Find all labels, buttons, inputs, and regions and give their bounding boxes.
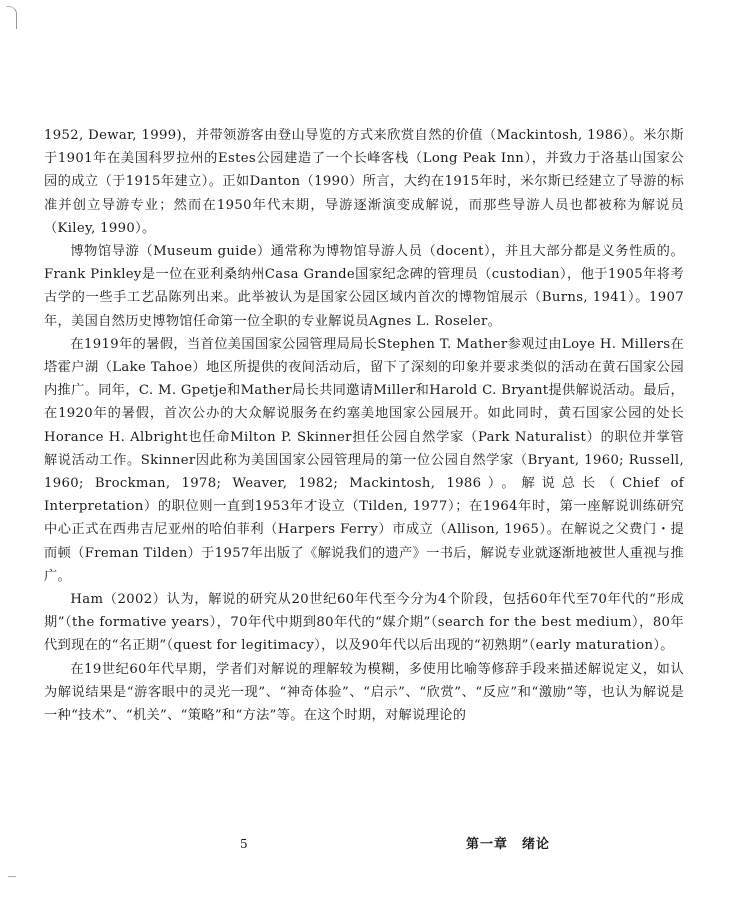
body-text <box>44 124 684 727</box>
paragraph: 1952, Dewar, 1999)，并带领游客由登山导览的方式来欣赏自然的价值（Mackintosh, 1986）。米尔斯于1901年在美国科罗拉州的Estes公园建造了一个长峰客栈（Long Peak Inn），并致力于洛基山国家公园的成立（于1915年建立）。正如Danton（1990）所言，大约在1915年时，米尔斯已经建立了导游的标准并创立导游专业；然而在1950年代末期，导游逐渐演变成解说，而那些导游人员也都被称为解说员（Kiley, 1990）。 <box>44 128 684 236</box>
paragraph: 在19世纪60年代早期，学者们对解说的理解较为模糊，多使用比喻等修辞手段来描述解说定义，如认为解说结果是“游客眼中的灵光一现”、“神奇体验”、“启示”、“欣赏”、“反应”和“激励”等，也认为解说是一种“技术”、“机关”、“策略”和“方法”等。在这个时期，对解说理论的 <box>44 661 684 724</box>
paragraph: 在1919年的暑假，当首位美国国家公园管理局局长Stephen T. Mather参观过由Loye H. Millers在塔霍户湖（Lake Tahoe）地区所提供的夜间活动后，留下了深刻的印象并要求类似的活动在黄石国家公园内推广。同年，C. M. Gpetje和Mather局长共同邀请Miller和Harold C. Bryant提供解说活动。最后，在1920年的暑假，首次公办的大众解说服务在约塞美地国家公园展开。如此同时，黄石国家公园的处长Horance H. Albright也任命Milton P. Skinner担任公园自然学家（Park Naturalist）的职位并掌管解说活动工作。Skinner因此称为美国国家公园管理局的第一位公园自然学家（Bryant, 1960; Russell, 1960; Brockman, 1978; Weaver, 1982; Mackintosh, 1986）。解说总长（Chief of Interpretation）的职位则一直到1953年才设立（Tilden, 1977）；在1964年时，第一座解说训练研究中心正式在西弗吉尼亚州的哈伯菲利（Harpers Ferry）市成立（Allison, 1965）。在解说之父费门・提而顿（Freman Tilden）于1957年出版了《解说我们的遗产》一书后，解说专业就逐渐地被世人重视与推广。 <box>44 336 684 584</box>
paragraph: 博物馆导游（Museum guide）通常称为博物馆导游人员（docent），并且大部分都是义务性质的。Frank Pinkley是一位在亚利桑纳州Casa Grande国家纪念碑的管理员（custodian），他于1905年将考古学的一些手工艺品陈列出来。此举被认为是国家公园区域内首次的博物馆展示（Burns, 1941）。1907年，美国自然历史博物馆任命第一位全职的专业解说员Agnes L. Roseler。 <box>44 244 684 329</box>
chapter-title: 第一章 绪论 <box>466 837 551 852</box>
scan-edge-mark <box>6 6 17 29</box>
page-number: 5 <box>240 837 248 851</box>
scan-edge-mark <box>8 876 16 877</box>
paragraph: Ham（2002）认为，解说的研究从20世纪60年代至今分为4个阶段，包括60年代至70年代的“形成期”（the formative years），70年代中期到80年代的“媒介期”（search for the best medium），80年代到现在的“名正期”（quest for legitimacy），以及90年代以后出现的“初熟期”（early maturation）。 <box>44 592 684 654</box>
